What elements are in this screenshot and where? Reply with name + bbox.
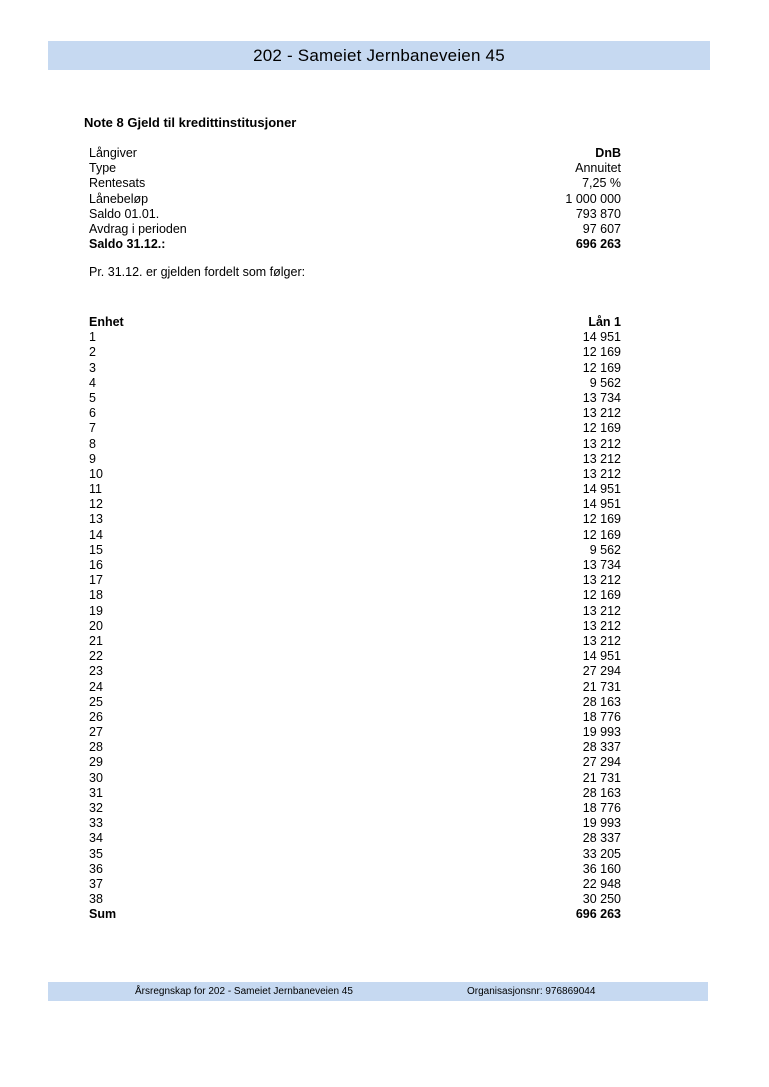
unit-number: 19 bbox=[89, 603, 103, 618]
loan-amount: 14 951 bbox=[582, 649, 621, 664]
loan-detail-row bbox=[89, 161, 621, 176]
table-row bbox=[89, 528, 621, 543]
loan-amount: 36 160 bbox=[582, 861, 621, 876]
unit-number: 32 bbox=[89, 801, 103, 815]
loan-amount: 12 169 bbox=[582, 360, 621, 375]
loan-amount: 13 212 bbox=[582, 573, 621, 588]
sum-label: Sum bbox=[89, 907, 117, 922]
unit-number: 11 bbox=[89, 482, 102, 497]
loan-detail-label: Långiver bbox=[89, 146, 137, 160]
table-row bbox=[89, 786, 621, 801]
loan-detail-row bbox=[89, 207, 621, 222]
loan-amount: 13 212 bbox=[582, 451, 621, 466]
loan-amount: 13 212 bbox=[582, 406, 621, 421]
unit-number: 4 bbox=[89, 375, 96, 390]
unit-number: 34 bbox=[89, 831, 103, 846]
unit-number: 36 bbox=[89, 861, 103, 876]
unit-number: 22 bbox=[89, 649, 103, 664]
loan-detail-value: 97 607 bbox=[582, 221, 621, 236]
loan-amount: 27 294 bbox=[582, 664, 621, 679]
unit-column-header: Enhet bbox=[89, 315, 124, 329]
loan-detail-label: Type bbox=[89, 161, 117, 176]
table-row bbox=[89, 771, 621, 786]
unit-number: 14 bbox=[89, 527, 103, 542]
unit-number: 1 bbox=[89, 330, 96, 345]
table-row bbox=[89, 831, 621, 846]
unit-number: 30 bbox=[89, 770, 103, 785]
unit-number: 25 bbox=[89, 694, 103, 709]
loan-details bbox=[89, 146, 621, 252]
table-header-row bbox=[89, 315, 621, 330]
loan-detail-label: Saldo 31.12.: bbox=[89, 237, 166, 252]
table-row bbox=[89, 512, 621, 527]
distribution-intro: Pr. 31.12. er gjelden fordelt som følger: bbox=[89, 265, 306, 279]
unit-number: 17 bbox=[89, 573, 103, 588]
loan-amount: 13 212 bbox=[582, 466, 621, 481]
table-row bbox=[89, 421, 621, 436]
loan-detail-value: 696 263 bbox=[575, 237, 621, 252]
unit-number: 20 bbox=[89, 618, 103, 633]
table-row bbox=[89, 877, 621, 892]
table-row bbox=[89, 573, 621, 588]
unit-number: 16 bbox=[89, 558, 103, 572]
loan-amount: 13 734 bbox=[582, 390, 621, 405]
unit-number: 8 bbox=[89, 436, 96, 451]
table-row bbox=[89, 604, 621, 619]
unit-number: 24 bbox=[89, 679, 103, 694]
loan-amount: 13 212 bbox=[582, 618, 621, 633]
loan-amount: 9 562 bbox=[589, 542, 621, 557]
loan-amount: 12 169 bbox=[582, 588, 621, 603]
page-title: 202 - Sameiet Jernbaneveien 45 bbox=[253, 45, 505, 65]
unit-number: 37 bbox=[89, 876, 103, 891]
table-row bbox=[89, 482, 621, 497]
note-heading: Note 8 Gjeld til kredittinstitusjoner bbox=[84, 115, 297, 130]
unit-number: 6 bbox=[89, 406, 96, 421]
table-row bbox=[89, 558, 621, 573]
loan-amount: 9 562 bbox=[589, 375, 621, 390]
loan-detail-row bbox=[89, 192, 621, 207]
loan-amount: 28 337 bbox=[582, 740, 621, 755]
sum-value: 696 263 bbox=[575, 907, 621, 922]
table-row bbox=[89, 543, 621, 558]
table-row bbox=[89, 710, 621, 725]
unit-number: 2 bbox=[89, 345, 96, 360]
table-row bbox=[89, 725, 621, 740]
table-row bbox=[89, 816, 621, 831]
table-row bbox=[89, 345, 621, 360]
loan-detail-label: Lånebeløp bbox=[89, 191, 149, 206]
table-row bbox=[89, 755, 621, 770]
table-row bbox=[89, 376, 621, 391]
loan-amount: 18 776 bbox=[582, 801, 621, 815]
loan-amount: 22 948 bbox=[582, 876, 621, 891]
table-row bbox=[89, 649, 621, 664]
loan-amount: 21 731 bbox=[582, 770, 621, 785]
unit-number: 9 bbox=[89, 451, 96, 466]
table-row bbox=[89, 452, 621, 467]
loan-detail-value: Annuitet bbox=[575, 161, 621, 176]
footer-report-title: Årsregnskap for 202 - Sameiet Jernbaneveien 45 bbox=[135, 986, 353, 997]
loan-amount: 27 294 bbox=[582, 755, 621, 770]
sum-row bbox=[89, 907, 621, 922]
loan-amount: 13 212 bbox=[582, 603, 621, 618]
footer-org-number: Organisasjonsnr: 976869044 bbox=[467, 986, 596, 997]
unit-number: 15 bbox=[89, 542, 103, 557]
loan-amount: 14 951 bbox=[582, 330, 621, 345]
loan-amount: 18 776 bbox=[582, 709, 621, 724]
unit-number: 27 bbox=[89, 725, 103, 740]
table-row bbox=[89, 740, 621, 755]
loan-column-header: Lån 1 bbox=[588, 315, 621, 329]
loan-amount: 12 169 bbox=[582, 421, 621, 436]
table-row bbox=[89, 467, 621, 482]
unit-number: 26 bbox=[89, 709, 103, 724]
loan-detail-row bbox=[89, 222, 621, 237]
loan-amount: 12 169 bbox=[582, 345, 621, 360]
table-row bbox=[89, 862, 621, 877]
table-row bbox=[89, 391, 621, 406]
unit-number: 18 bbox=[89, 588, 103, 603]
table-row bbox=[89, 497, 621, 512]
unit-number: 10 bbox=[89, 466, 103, 481]
unit-number: 23 bbox=[89, 664, 103, 679]
loan-amount: 19 993 bbox=[582, 816, 621, 831]
loan-amount: 28 337 bbox=[582, 831, 621, 846]
loan-detail-label: Saldo 01.01. bbox=[89, 206, 160, 221]
unit-number: 12 bbox=[89, 497, 103, 512]
loan-detail-label: Avdrag i perioden bbox=[89, 221, 187, 236]
unit-number: 7 bbox=[89, 421, 96, 436]
loan-amount: 33 205 bbox=[582, 846, 621, 861]
loan-detail-value: 1 000 000 bbox=[565, 191, 621, 206]
loan-detail-value: 793 870 bbox=[575, 206, 621, 221]
loan-amount: 13 212 bbox=[582, 436, 621, 451]
table-row bbox=[89, 695, 621, 710]
loan-amount: 28 163 bbox=[582, 694, 621, 709]
loan-amount: 13 212 bbox=[582, 633, 621, 648]
unit-number: 13 bbox=[89, 512, 103, 527]
table-row bbox=[89, 619, 621, 634]
table-body bbox=[89, 330, 621, 907]
unit-number: 33 bbox=[89, 816, 103, 831]
loan-amount: 14 951 bbox=[582, 497, 621, 512]
loan-detail-label: Rentesats bbox=[89, 176, 146, 191]
unit-number: 29 bbox=[89, 755, 103, 770]
loan-amount: 30 250 bbox=[582, 892, 621, 907]
loan-detail-row bbox=[89, 237, 621, 252]
loan-amount: 12 169 bbox=[582, 527, 621, 542]
table-row bbox=[89, 892, 621, 907]
unit-number: 31 bbox=[89, 785, 103, 800]
loan-amount: 14 951 bbox=[582, 482, 621, 497]
unit-number: 3 bbox=[89, 360, 96, 375]
table-row bbox=[89, 330, 621, 345]
loan-detail-value: DnB bbox=[595, 146, 621, 160]
loan-amount: 21 731 bbox=[582, 679, 621, 694]
loan-detail-row bbox=[89, 176, 621, 191]
loan-detail-row bbox=[89, 146, 621, 161]
table-row bbox=[89, 680, 621, 695]
table-row bbox=[89, 847, 621, 862]
loan-amount: 28 163 bbox=[582, 785, 621, 800]
unit-number: 28 bbox=[89, 740, 103, 755]
table-row bbox=[89, 801, 621, 816]
table-row bbox=[89, 437, 621, 452]
page-header-band bbox=[48, 41, 710, 70]
page-footer-band bbox=[48, 982, 708, 1001]
table-row bbox=[89, 361, 621, 376]
unit-number: 5 bbox=[89, 390, 96, 405]
loan-amount: 12 169 bbox=[582, 512, 621, 527]
loan-amount: 19 993 bbox=[582, 725, 621, 740]
table-row bbox=[89, 406, 621, 421]
unit-number: 35 bbox=[89, 846, 103, 861]
table-row bbox=[89, 634, 621, 649]
loan-amount: 13 734 bbox=[582, 558, 621, 572]
loan-detail-value: 7,25 % bbox=[582, 176, 621, 191]
table-row bbox=[89, 588, 621, 603]
unit-number: 21 bbox=[89, 633, 103, 648]
table-row bbox=[89, 664, 621, 679]
unit-loan-table bbox=[89, 315, 621, 923]
unit-number: 38 bbox=[89, 892, 103, 907]
